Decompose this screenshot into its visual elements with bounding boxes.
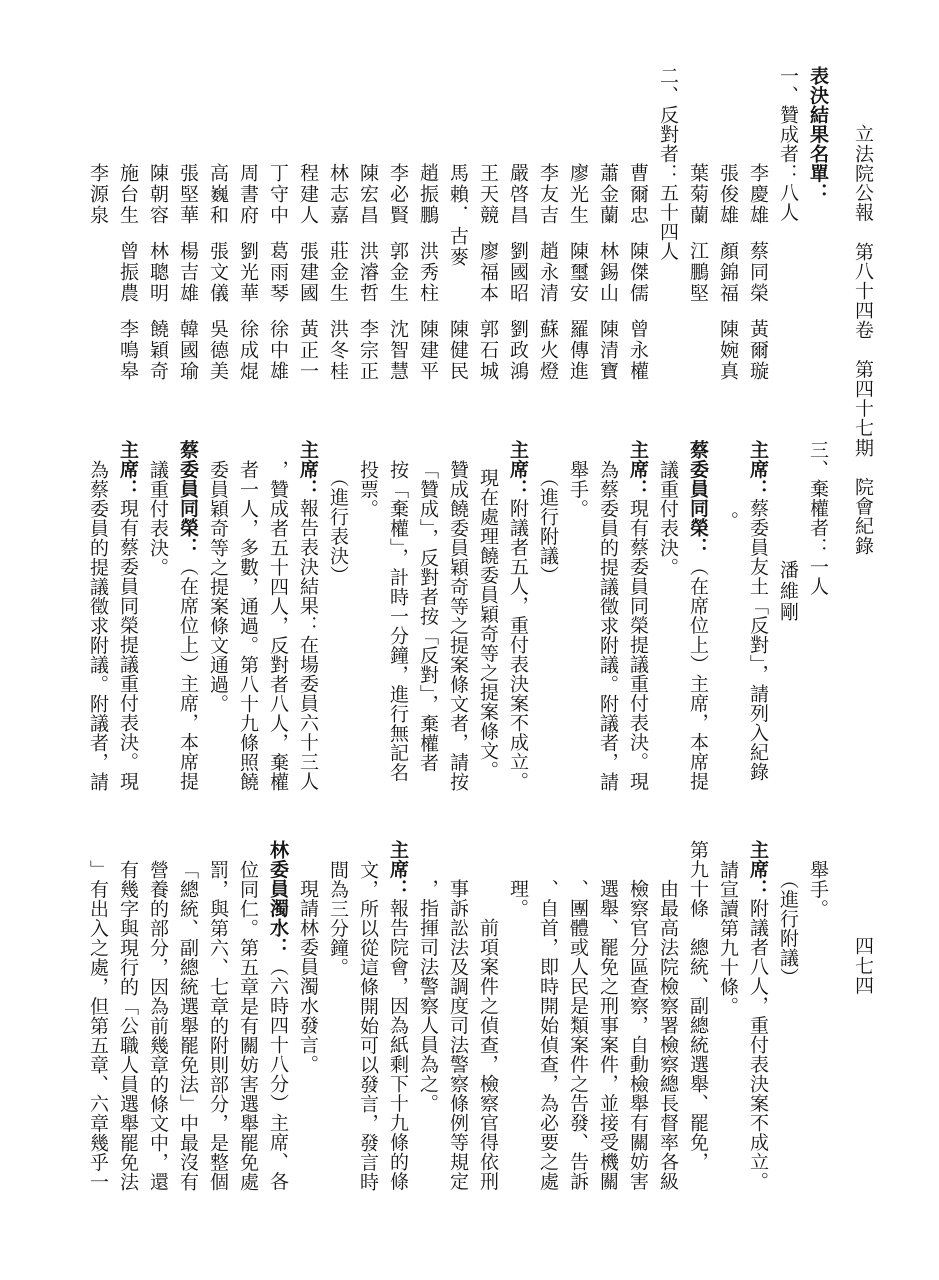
text-column: 間為三分鐘。 — [327, 860, 348, 977]
band-proceedings-middle — [52, 440, 832, 818]
text-column: 主席：報告院會，因為紙剩下十九條的條 — [387, 840, 408, 1191]
text-column: 主席：現有蔡委員同榮提議重付表決。現 — [117, 440, 138, 791]
legislator-name: 楊吉雄 — [177, 241, 198, 304]
legislator-name: 曾永權 — [627, 319, 648, 382]
legislator-name: 陳宏昌 — [357, 163, 378, 226]
legislator-name: 饒穎奇 — [147, 319, 168, 382]
names-column — [292, 66, 322, 444]
legislator-name: 王天競 — [477, 163, 498, 226]
legislator-name: 張俊雄 — [717, 163, 738, 226]
text-column: 舉手。 — [567, 460, 588, 519]
legislator-name: 徐成焜 — [237, 319, 258, 382]
legislator-name: 陳建平 — [417, 319, 438, 382]
names-column — [352, 66, 382, 444]
names-column — [682, 66, 712, 444]
legislator-name: 蘇火燈 — [537, 319, 558, 382]
legislator-name: 張建國 — [297, 241, 318, 304]
text-column: 主席：現有蔡委員同榮提議重付表決。現 — [627, 440, 648, 791]
text-column: （進行附議） — [537, 468, 558, 585]
text-column: 為蔡委員的提議徵求附議。附議者，請 — [597, 460, 618, 792]
legislator-name: 韓國瑜 — [177, 319, 198, 382]
legislator-name: 羅傳進 — [567, 319, 588, 382]
legislator-name: 趙振鵬 — [417, 163, 438, 226]
names-column — [742, 66, 772, 444]
text-column: 第九十條 總統、副總統選舉、罷免， — [687, 840, 708, 1172]
legislator-name: 曾振農 — [117, 241, 138, 304]
text-column: 蔡委員同榮：（在席位上）主席，本席提 — [177, 440, 198, 791]
legislator-name: 程建人 — [297, 163, 318, 226]
legislator-name: 趙永清 — [537, 241, 558, 304]
legislator-name: 陳清寶 — [597, 319, 618, 382]
legislator-name: 陳璽安 — [567, 241, 588, 304]
legislator-name: 周書府 — [237, 163, 258, 226]
band-proceedings-bottom — [52, 840, 832, 1218]
text-column: 議重付表決。 — [147, 460, 168, 577]
legislator-name: 廖光生 — [567, 163, 588, 226]
names-column — [472, 66, 502, 444]
legislator-name: 洪冬桂 — [327, 319, 348, 382]
running-header: 立法院公報 第八十四卷 第四十七期 院會紀錄 — [852, 124, 873, 556]
names-column — [262, 66, 292, 444]
legislator-name: 陳婉真 — [717, 319, 738, 382]
text-column: 事訴訟法及調度司法警察條例等規定 — [447, 879, 468, 1191]
text-column: 現在處理饒委員穎奇等之提案條文。 — [477, 468, 498, 780]
names-column — [622, 66, 652, 444]
names-column — [112, 66, 142, 444]
legislator-name: 林錫山 — [597, 241, 618, 304]
text-column: 有幾字與現行的「公職人員選舉罷免法 — [117, 860, 138, 1192]
text-column: 按「棄權」，計時一分鐘，進行無記名 — [387, 460, 408, 782]
names-column — [382, 66, 412, 444]
text-column: 。 — [717, 511, 738, 531]
speaker-name: 主席： — [387, 840, 408, 899]
names-column — [172, 66, 202, 444]
legislator-name: 張文儀 — [207, 241, 228, 304]
text-column: 主席：報告表決結果：在場委員六十三人 — [297, 440, 318, 791]
names-column — [202, 66, 232, 444]
legislator-name: 洪秀柱 — [417, 241, 438, 304]
legislator-name: 郭石城 — [477, 319, 498, 382]
legislator-name: 徐中雄 — [267, 319, 288, 382]
names-column — [442, 66, 472, 444]
names-column — [532, 66, 562, 444]
text-column — [802, 66, 832, 444]
legislator-name: 莊金生 — [327, 241, 348, 304]
text-column: 舉手。 — [807, 860, 828, 919]
text-column: 贊成饒委員穎奇等之提案條文者，請按 — [447, 460, 468, 792]
text-column: 前項案件之偵查，檢察官得依刑 — [477, 918, 498, 1191]
text-column: 者一人，多數，通過。第八十九條照饒 — [237, 460, 258, 792]
text-column: ，指揮司法警察人員為之。 — [417, 879, 438, 1113]
legislator-name: 嚴啓昌 — [507, 163, 528, 226]
speaker-name: 表決結果名單： — [807, 66, 828, 203]
page-number: 四七四 — [852, 936, 873, 995]
legislator-name: 劉國昭 — [507, 241, 528, 304]
text-column: 委員穎奇等之提案條文通過。 — [207, 460, 228, 714]
text-column: 位同仁。第五章是有關妨害選舉罷免處 — [237, 860, 258, 1192]
legislator-name: 曹爾忠 — [627, 163, 648, 226]
names-column — [322, 66, 352, 444]
legislator-name: 陳健民 — [447, 319, 468, 382]
speaker-name: 林委員濁水： — [267, 840, 288, 957]
text-column: 投票。 — [357, 460, 378, 519]
text-column: ，贊成者五十四人，反對者八人，棄權 — [267, 460, 288, 792]
text-column: 請宣讀第九十條。 — [717, 860, 738, 1016]
legislator-name: 顏錦福 — [717, 241, 738, 304]
legislator-name: 葛雨琴 — [267, 241, 288, 304]
legislator-name: 林志嘉 — [327, 163, 348, 226]
names-column — [142, 66, 172, 444]
text-column: 選舉、罷免之刑事案件，並接受機關 — [597, 879, 618, 1191]
text-column: 現請林委員濁水發言。 — [297, 879, 318, 1074]
legislator-name: 李宗正 — [357, 319, 378, 382]
text-column: 主席：蔡委員友土「反對」，請列入紀錄 — [747, 440, 768, 782]
names-column — [232, 66, 262, 444]
names-column — [772, 440, 802, 818]
legislator-name: 黃正一 — [297, 319, 318, 382]
text-column: 「贊成」，反對者按「反對」，棄權者 — [417, 460, 438, 773]
text-column: 蔡委員同榮：（在席位上）主席，本席提 — [687, 440, 708, 791]
text-column: 為蔡委員的提議徵求附議。附議者，請 — [87, 460, 108, 792]
legislator-name: 陳傑儒 — [627, 241, 648, 304]
legislator-name: 李友吉 — [537, 163, 558, 226]
text-column: 營養的部分，因為前幾章的條文中，還 — [147, 860, 168, 1192]
legislator-name: 李必賢 — [387, 163, 408, 226]
speaker-name: 主席： — [747, 840, 768, 899]
legislator-name: 沈智慧 — [387, 319, 408, 382]
legislator-name: 陳朝容 — [147, 163, 168, 226]
legislator-name: 高巍和 — [207, 163, 228, 226]
legislator-name: 劉政鴻 — [507, 319, 528, 382]
legislator-name: 馬賴．古麥 — [447, 163, 468, 268]
names-column — [82, 66, 112, 444]
names-column — [562, 66, 592, 444]
names-column — [412, 66, 442, 444]
speaker-name: 主席： — [507, 440, 528, 499]
legislator-name: 丁守中 — [267, 163, 288, 226]
legislator-name: 劉光華 — [237, 241, 258, 304]
legislator-name: 林聰明 — [147, 241, 168, 304]
speaker-name: 蔡委員同榮： — [177, 440, 198, 557]
names-column — [712, 66, 742, 444]
speaker-name: 主席： — [117, 440, 138, 499]
legislator-name: 蔡同榮 — [747, 241, 768, 304]
text-column: 、自首，即時開始偵查，為必要之處 — [537, 879, 558, 1191]
names-column — [502, 66, 532, 444]
text-column: （進行附議） — [777, 870, 798, 987]
text-column: 由最高法院檢察署檢察總長督率各級 — [657, 879, 678, 1191]
text-column: 一、贊成者：八人 — [777, 66, 798, 222]
legislator-name: 吳德美 — [207, 319, 228, 382]
text-column: 議重付表決。 — [657, 460, 678, 577]
legislator-name: 張堅華 — [177, 163, 198, 226]
text-column: 文，所以從這條開始可以發言，發言時 — [357, 860, 378, 1192]
text-column: 「總統、副總統選舉罷免法」中最沒有 — [177, 860, 198, 1192]
text-column: 理。 — [507, 879, 528, 918]
legislator-name: 李鳴皋 — [117, 319, 138, 382]
text-column: 三、棄權者：一人 — [807, 440, 828, 596]
legislator-name: 廖福本 — [477, 241, 498, 304]
text-column: 二、反對者：五十四人 — [657, 66, 678, 261]
speaker-name: 蔡委員同榮： — [687, 440, 708, 557]
text-column: 罰，與第六、七章的附則部分，是整個 — [207, 860, 228, 1192]
legislator-name: 施台生 — [117, 163, 138, 226]
text-column: 主席：附議者五人，重付表決案不成立。 — [507, 440, 528, 791]
text-column: （進行表決） — [327, 468, 348, 585]
legislator-name: 黃爾璇 — [747, 319, 768, 382]
legislator-name: 潘維剛 — [777, 560, 798, 623]
speaker-name: 主席： — [747, 440, 768, 499]
legislator-name: 江鵬堅 — [687, 241, 708, 304]
text-column: 」有出入之處，但第五章、六章幾乎一 — [87, 860, 108, 1192]
text-column: 檢察官分區查察，自動檢舉有關妨害 — [627, 879, 648, 1191]
legislator-name: 蕭金蘭 — [597, 163, 618, 226]
legislator-name: 洪濬哲 — [357, 241, 378, 304]
legislator-name: 李慶雄 — [747, 163, 768, 226]
legislator-name: 李源泉 — [87, 163, 108, 226]
legislator-name: 葉菊蘭 — [687, 163, 708, 226]
text-column: 林委員濁水：（六時四十八分）主席、各 — [267, 840, 288, 1191]
band-vote-roster — [52, 66, 832, 444]
legislator-name: 郭金生 — [387, 241, 408, 304]
text-column: 、團體或人民是類案件之告發、告訴 — [567, 879, 588, 1191]
text-column: 主席：附議者八人，重付表決案不成立。 — [747, 840, 768, 1191]
names-column — [592, 66, 622, 444]
speaker-name: 主席： — [297, 440, 318, 499]
speaker-name: 主席： — [627, 440, 648, 499]
